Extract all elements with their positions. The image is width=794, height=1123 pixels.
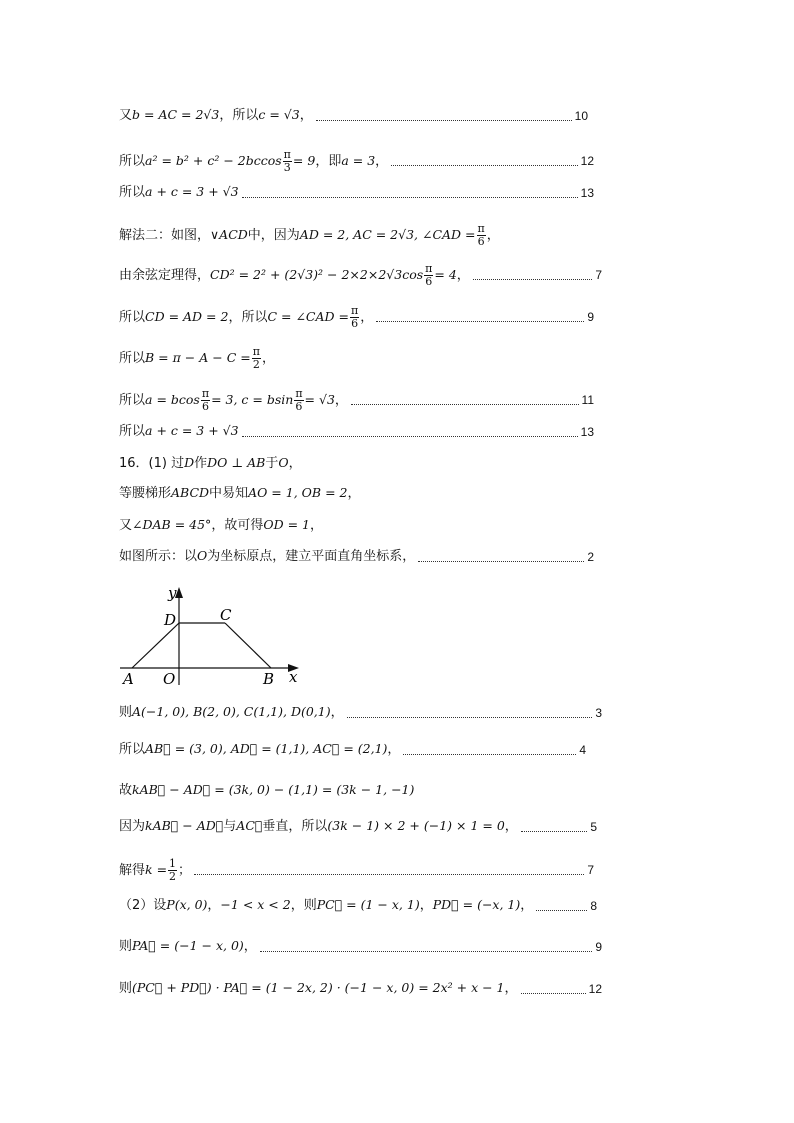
math-expression: CD = AD = 2 xyxy=(145,308,229,324)
point-label-b: B xyxy=(263,670,275,688)
fraction xyxy=(477,223,486,247)
line-content xyxy=(119,940,257,953)
math-expression: ABCD xyxy=(171,485,210,501)
math-expression: AC⃗ xyxy=(236,818,263,834)
line-content xyxy=(119,223,500,247)
score-mark: 3 xyxy=(595,705,602,720)
text-fragment: ， xyxy=(288,456,302,471)
solution-line-l01 xyxy=(119,109,588,122)
point-label-d: D xyxy=(164,611,177,629)
solution-line-l08 xyxy=(119,388,594,412)
solution-line-l02 xyxy=(119,149,594,173)
math-expression: (PC⃗ + PD⃗) · PA⃗ = (1 − 2x, 2) · (−1 − x, 0) = 2x² + x − 1 xyxy=(132,980,505,996)
leader-dots xyxy=(536,909,587,911)
math-expression: kAB⃗ − AD⃗ = (3k, 0) − (1,1) = (3k − 1, −1) xyxy=(132,782,415,798)
trapezoid xyxy=(132,623,271,668)
leader-dots xyxy=(242,196,578,198)
text-fragment: 为坐标原点，建立平面直角坐标系， xyxy=(207,549,416,564)
score-mark: 10 xyxy=(574,108,588,123)
math-expression: DO ⊥ AB xyxy=(207,455,266,471)
score-mark: 5 xyxy=(590,819,597,834)
text-fragment: 于 xyxy=(265,456,279,471)
math-expression: a + c = 3 + √3 xyxy=(145,184,239,200)
solution-line-l07 xyxy=(119,346,594,370)
text-fragment: ， xyxy=(360,309,374,325)
math-expression: ∨ACD xyxy=(210,226,248,242)
leader-dots xyxy=(316,119,572,121)
leader-dots xyxy=(473,278,593,280)
trapezoid-figure xyxy=(115,580,310,688)
math-expression: (3k − 1) × 2 + (−1) × 1 = 0 xyxy=(327,818,505,834)
line-content xyxy=(119,899,533,912)
math-expression: PD⃗ = (−x, 1) xyxy=(432,897,521,913)
line-content xyxy=(119,820,518,833)
text-fragment: 如图所示：以 xyxy=(119,549,198,564)
text-fragment: ， xyxy=(486,227,500,243)
line-content xyxy=(119,305,373,329)
text-fragment: 由余弦定理得， xyxy=(119,267,211,283)
math-expression: a² = b² + c² − 2bccos xyxy=(145,152,282,168)
text-fragment: 所以 xyxy=(119,185,146,200)
text-fragment: ，所以 xyxy=(219,108,259,123)
text-fragment: ， xyxy=(207,898,221,913)
text-fragment: ， xyxy=(456,267,470,283)
leader-dots xyxy=(376,320,584,322)
math-expression: D xyxy=(184,455,195,471)
line-content xyxy=(119,743,400,756)
fraction-denominator: 2 xyxy=(169,869,177,883)
text-fragment: 所以 xyxy=(119,350,146,366)
solution-line-l19 xyxy=(119,899,597,912)
text-fragment: ，即 xyxy=(315,153,342,169)
text-fragment: 故 xyxy=(119,783,133,798)
text-fragment: 解得 xyxy=(119,862,146,878)
solution-line-l18 xyxy=(119,858,594,882)
math-expression: a = 3 xyxy=(341,152,376,168)
solution-line-l12 xyxy=(119,519,594,532)
line-content xyxy=(119,149,388,173)
solution-line-l05 xyxy=(119,263,602,287)
math-expression: AD = 2, AC = 2√3, ∠CAD = xyxy=(299,226,476,242)
text-fragment: ， xyxy=(419,898,433,913)
text-fragment: 所以 xyxy=(119,742,146,757)
fraction-denominator: 6 xyxy=(425,274,433,288)
fraction xyxy=(294,388,303,412)
line-content xyxy=(119,186,239,199)
solution-line-l14 xyxy=(119,706,602,719)
solution-line-l16 xyxy=(119,784,594,797)
solution-line-l03 xyxy=(119,186,594,199)
text-fragment: 又 xyxy=(119,518,133,533)
text-fragment: 等腰梯形 xyxy=(119,486,172,501)
fraction xyxy=(424,263,433,287)
solution-line-l10 xyxy=(119,457,594,470)
solution-line-l04 xyxy=(119,223,594,247)
text-fragment: ，故可得 xyxy=(211,518,264,533)
math-expression: B = π − A − C = xyxy=(145,349,251,365)
math-expression: CD² = 2² + (2√3)² − 2×2×2√3cos xyxy=(210,266,424,282)
fraction xyxy=(168,858,177,882)
text-fragment: （2）设 xyxy=(119,898,167,913)
x-axis-label: x xyxy=(289,668,298,686)
line-content xyxy=(119,982,518,995)
fraction xyxy=(283,149,292,173)
line-content xyxy=(119,706,344,719)
math-expression: OD = 1 xyxy=(263,517,310,533)
line-content xyxy=(119,784,414,797)
math-expression: a = bcos xyxy=(145,391,200,407)
fraction-numerator: π xyxy=(201,387,210,400)
line-content xyxy=(119,487,360,500)
y-axis-label: y xyxy=(168,584,177,602)
math-expression: = 3, c = bsin xyxy=(211,391,294,407)
point-label-o: O xyxy=(163,670,176,688)
fraction-denominator: 3 xyxy=(283,160,291,174)
text-fragment: ， xyxy=(347,486,361,501)
math-expression: = √3 xyxy=(304,391,335,407)
math-expression: c = √3 xyxy=(258,107,300,123)
math-expression: b = AC = 2√3 xyxy=(132,107,220,123)
text-fragment: 16．(1) 过 xyxy=(119,456,185,471)
solution-line-l09 xyxy=(119,425,594,438)
text-fragment: ， xyxy=(504,819,518,834)
line-content xyxy=(119,519,323,532)
fraction xyxy=(252,346,261,370)
math-expression: k = xyxy=(145,861,168,877)
math-expression: C = ∠CAD = xyxy=(267,308,349,324)
text-fragment: ， xyxy=(334,392,348,408)
solution-line-l17 xyxy=(119,820,597,833)
line-content xyxy=(119,425,239,438)
solution-line-l20 xyxy=(119,940,602,953)
math-expression: PC⃗ = (1 − x, 1) xyxy=(316,897,420,913)
fraction-numerator: π xyxy=(295,387,303,400)
fraction-denominator: 6 xyxy=(351,316,359,330)
leader-dots xyxy=(521,830,588,832)
fraction-numerator: 1 xyxy=(169,857,177,870)
solution-line-l15 xyxy=(119,743,586,756)
text-fragment: ， xyxy=(330,705,344,720)
text-fragment: ， xyxy=(309,518,323,533)
leader-dots xyxy=(347,716,593,718)
solution-line-l13 xyxy=(119,550,594,563)
score-mark: 12 xyxy=(580,154,594,169)
math-expression: = 4 xyxy=(434,266,457,282)
score-mark: 4 xyxy=(579,742,586,757)
math-expression: kAB⃗ − AD⃗ xyxy=(145,818,224,834)
math-expression: −1 < x < 2 xyxy=(220,897,291,913)
text-fragment: ， xyxy=(261,350,275,366)
math-expression: O xyxy=(197,548,208,564)
solution-line-l11 xyxy=(119,487,594,500)
line-content xyxy=(119,550,415,563)
line-content xyxy=(119,109,313,122)
fraction-numerator: π xyxy=(252,345,260,358)
text-fragment: 垂直，所以 xyxy=(262,819,328,834)
score-mark: 7 xyxy=(595,268,602,283)
text-fragment: ， xyxy=(504,981,518,996)
score-mark: 13 xyxy=(580,424,594,439)
math-expression: AO = 1, OB = 2 xyxy=(248,485,348,501)
fraction-numerator: π xyxy=(425,262,433,275)
text-fragment: ， xyxy=(387,742,401,757)
fraction xyxy=(350,305,359,329)
math-expression: P(x, 0) xyxy=(166,897,208,913)
leader-dots xyxy=(391,164,577,166)
math-expression: AB⃗ = (3, 0), AD⃗ = (1,1), AC⃗ = (2,1) xyxy=(145,741,388,757)
text-fragment: ， xyxy=(520,898,534,913)
score-mark: 9 xyxy=(595,939,602,954)
text-fragment: ， xyxy=(299,108,313,123)
fraction-denominator: 6 xyxy=(477,234,485,248)
line-content xyxy=(119,346,275,370)
score-mark: 11 xyxy=(581,393,594,408)
line-content xyxy=(119,858,191,882)
score-mark: 8 xyxy=(590,898,597,913)
text-fragment: ，所以 xyxy=(228,309,268,325)
text-fragment: 因为 xyxy=(119,819,146,834)
math-expression: = 9 xyxy=(292,152,316,168)
fraction-numerator: π xyxy=(283,148,291,161)
math-expression: PA⃗ = (−1 − x, 0) xyxy=(132,938,244,954)
point-label-c: C xyxy=(220,606,232,624)
math-expression: O xyxy=(278,455,289,471)
text-fragment: 与 xyxy=(223,819,237,834)
text-fragment: 则 xyxy=(119,705,133,720)
fraction-denominator: 6 xyxy=(201,399,209,413)
text-fragment: 又 xyxy=(119,108,133,123)
leader-dots xyxy=(260,950,593,952)
point-label-a: A xyxy=(123,670,134,688)
leader-dots xyxy=(521,992,586,994)
text-fragment: 则 xyxy=(119,939,133,954)
text-fragment: 作 xyxy=(194,456,208,471)
score-mark: 9 xyxy=(587,310,594,325)
text-fragment: 中，因为 xyxy=(247,227,300,243)
fraction-denominator: 6 xyxy=(295,399,303,413)
line-content xyxy=(119,457,302,470)
leader-dots xyxy=(242,435,578,437)
score-mark: 2 xyxy=(587,549,594,564)
leader-dots xyxy=(194,873,584,875)
fraction-denominator: 2 xyxy=(252,357,260,371)
text-fragment: ，则 xyxy=(290,898,317,913)
fraction-numerator: π xyxy=(477,222,485,235)
math-expression: a + c = 3 + √3 xyxy=(145,423,239,439)
text-fragment: 所以 xyxy=(119,309,146,325)
score-mark: 13 xyxy=(580,185,594,200)
line-content xyxy=(119,263,470,287)
score-mark: 12 xyxy=(588,981,602,996)
text-fragment: ， xyxy=(375,153,389,169)
text-fragment: 所以 xyxy=(119,153,146,169)
text-fragment: 解法二：如图， xyxy=(119,227,211,243)
text-fragment: 所以 xyxy=(119,392,146,408)
leader-dots xyxy=(418,560,584,562)
solution-line-l06 xyxy=(119,305,594,329)
text-fragment: 中易知 xyxy=(209,486,249,501)
fraction-numerator: π xyxy=(351,304,359,317)
leader-dots xyxy=(351,403,579,405)
text-fragment: 所以 xyxy=(119,424,146,439)
fraction xyxy=(201,388,210,412)
math-expression: A(−1, 0), B(2, 0), C(1,1), D(0,1) xyxy=(132,704,331,720)
leader-dots xyxy=(403,753,576,755)
text-fragment: ； xyxy=(178,862,192,878)
text-fragment: ， xyxy=(243,939,257,954)
score-mark: 7 xyxy=(587,863,594,878)
solution-line-l21 xyxy=(119,982,602,995)
line-content xyxy=(119,388,348,412)
text-fragment: 则 xyxy=(119,981,133,996)
math-expression: ∠DAB = 45° xyxy=(132,517,212,533)
